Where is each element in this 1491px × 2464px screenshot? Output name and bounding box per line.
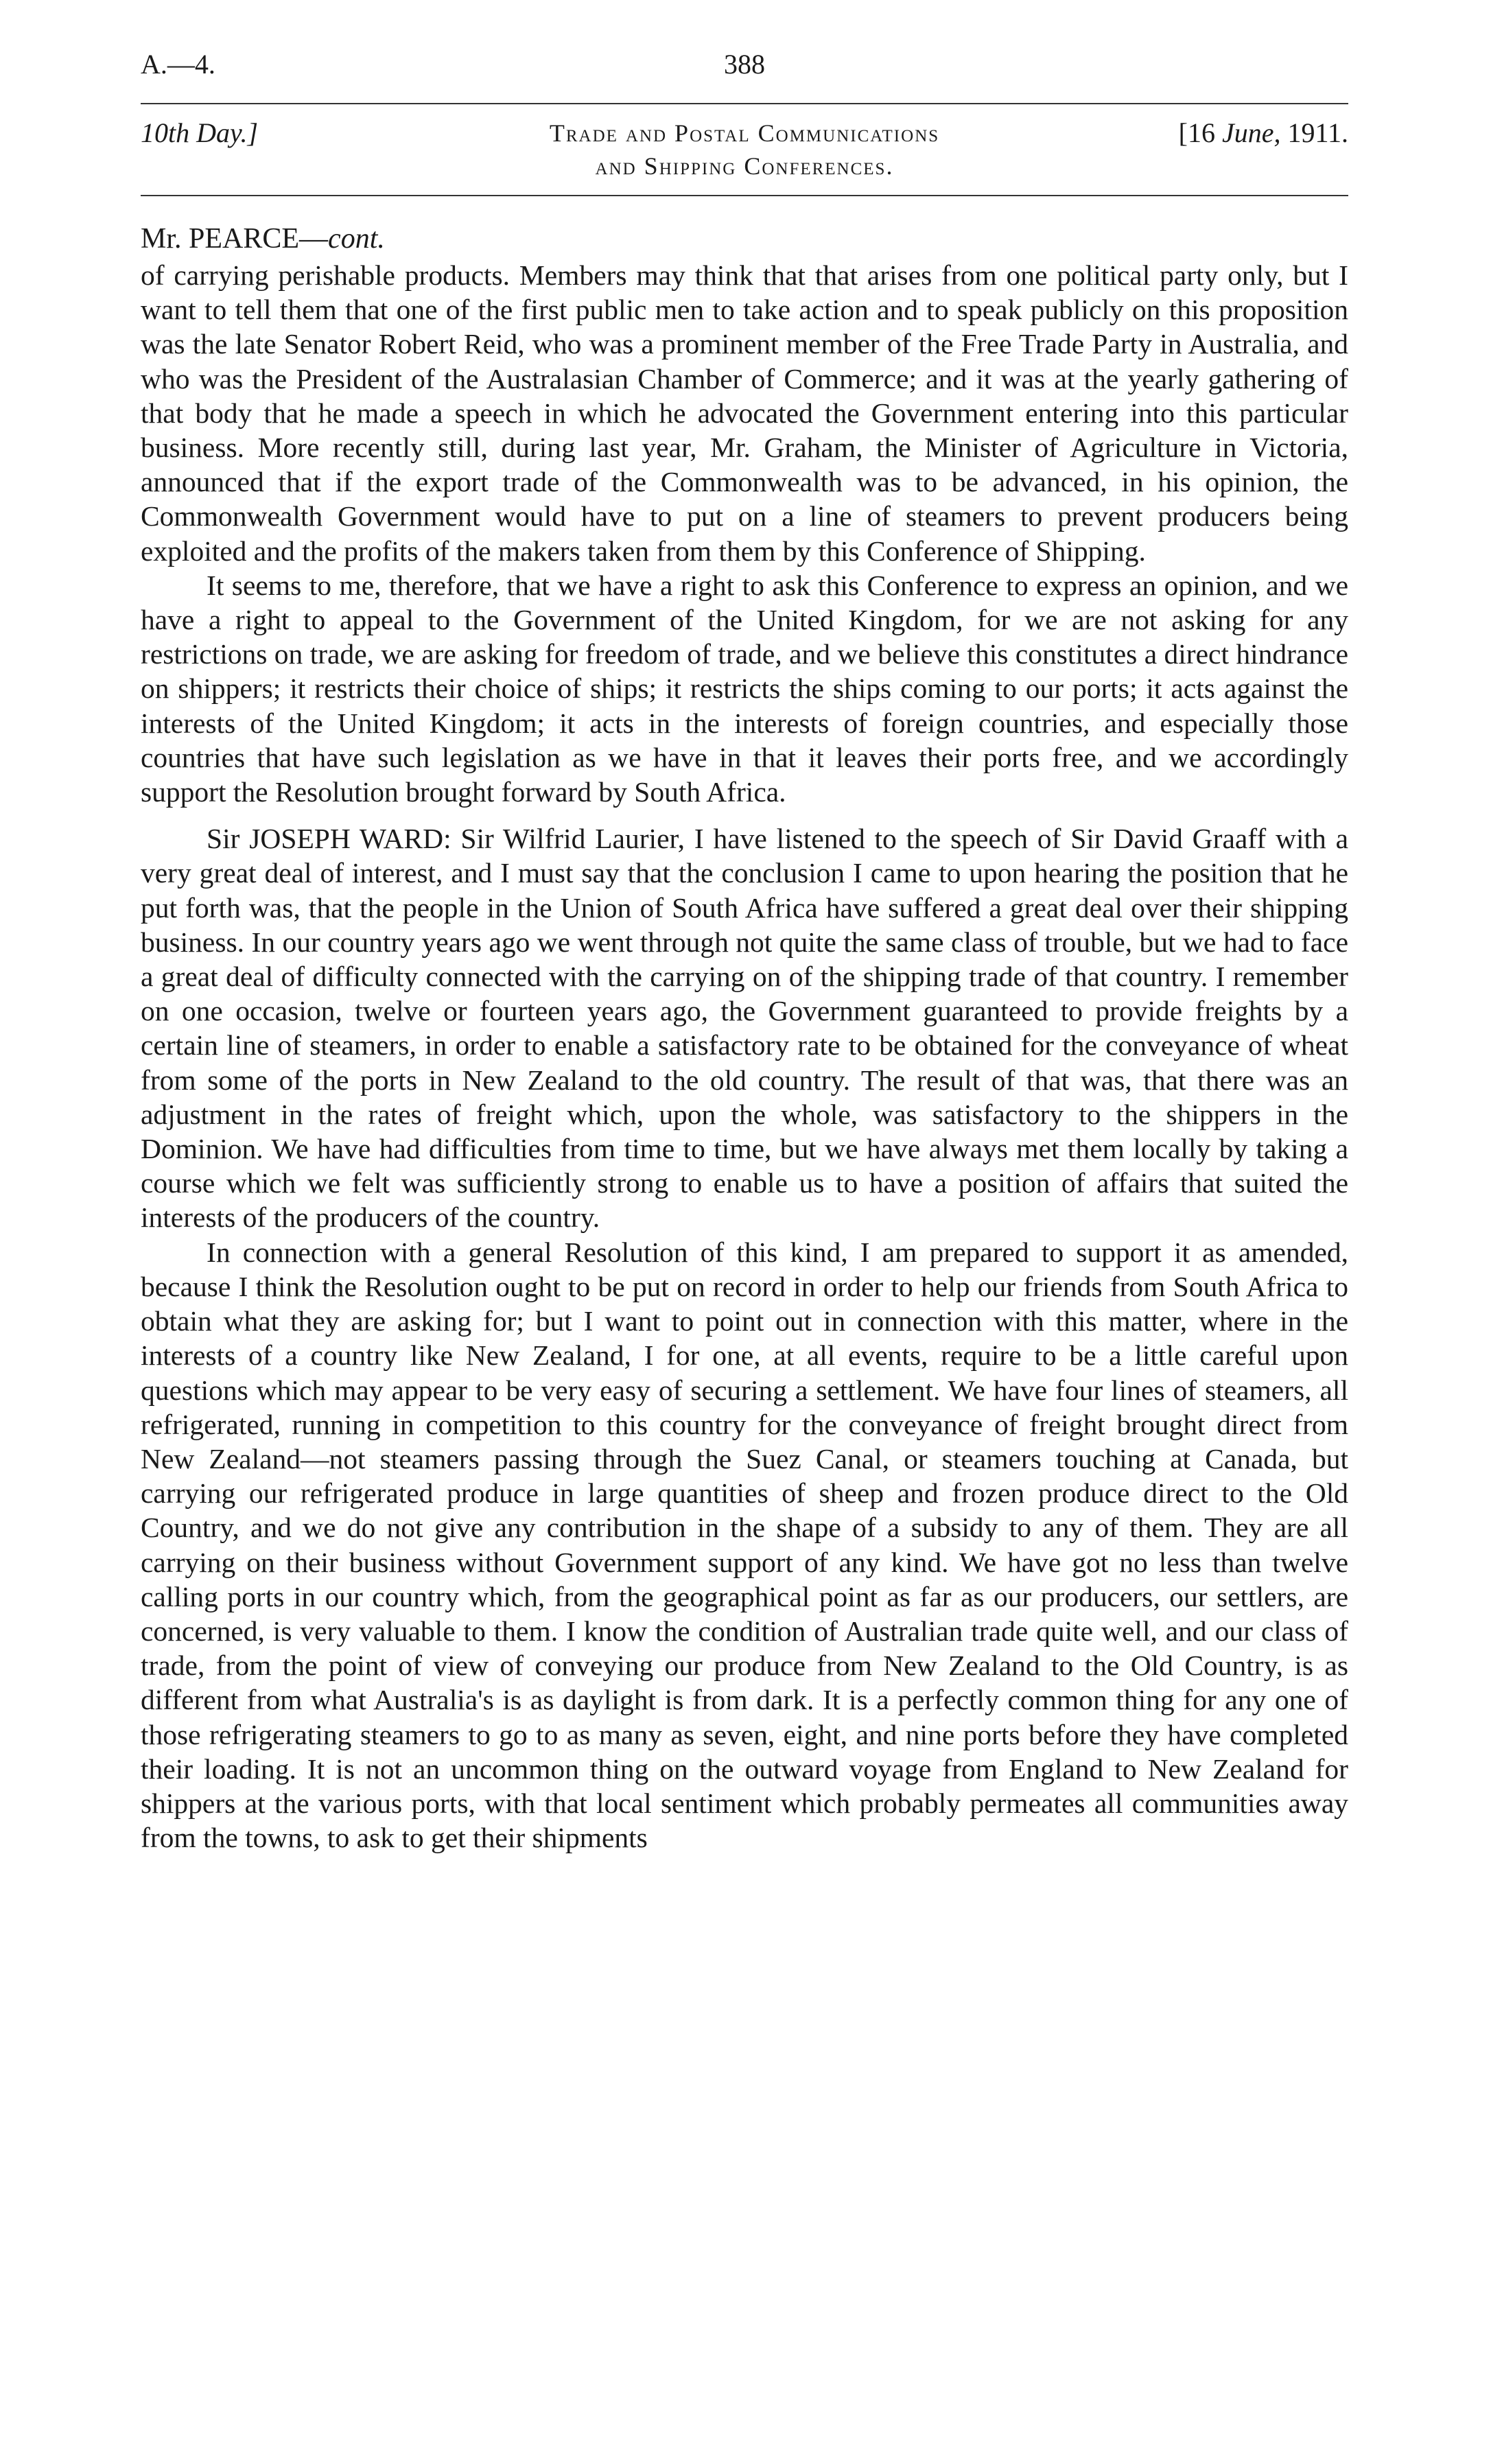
header-title [141, 117, 1348, 183]
header-rule-bottom [141, 195, 1348, 196]
document-reference: A.—4. [141, 49, 215, 80]
continued-speaker-name: Mr. PEARCE— [141, 223, 329, 255]
continued-marker: cont. [328, 223, 385, 255]
header-title-line-1: Trade and Postal Communications [549, 119, 940, 147]
paragraph: It seems to me, therefore, that we have a right to ask this Conference to express an opinion, and we have a right to appeal to the Government of the United Kingdom, for we are not asking for any restrictions on trade, we are asking for freedom of trade, and we believe this constitutes a direct hindrance on shippers; it restricts their choice of ships; it restricts the ships coming to our ports; it acts against the interests of the United Kingdom; it acts in the interests of foreign countries, and especially those countries that have such legislation as we have in that it leaves their ports free, and we accordingly support the Resolution brought forward by South Africa. [141, 569, 1348, 808]
header-day-word: Day.] [196, 117, 259, 148]
page-top-line [141, 48, 1348, 103]
speaker-continuation [141, 220, 1348, 258]
header-day-number: 10th [141, 117, 190, 148]
header-date-month: June, [1221, 117, 1281, 148]
running-header [141, 104, 1348, 195]
header-title-line-2: and Shipping Conferences. [595, 152, 894, 180]
paragraph-speaker-ward: Sir JOSEPH WARD: Sir Wilfrid Laurier, I have listened to the speech of Sir David Graaff with a very great deal of interest, and I must say that the conclusion I came to upon hearing the position that he put forth was, that the people in the Union of South Africa have suffered a great deal over their shipping business. In our country years ago we went through not quite the same class of trouble, but we had to face a great deal of difficulty connected with the carrying on of the shipping trade of that country. I remember on one occasion, twelve or fourteen years ago, the Government guaranteed to provide freights by a certain line of steamers, in order to enable a satisfactory rate to be obtained for the conveyance of wheat from some of the ports in New Zealand to the old country. The result of that was, that there was an adjustment in the rates of freight which, upon the whole, was satisfactory to the shippers in the Dominion. We have had difficulties from time to time, but we have always met them locally by taking a course which we felt was sufficiently strong to enable us to have a position of affairs that suited the interests of the producers of the country. [141, 823, 1348, 1234]
header-date-open: [16 [1178, 117, 1215, 148]
header-date [1179, 117, 1348, 149]
header-date-year: 1911. [1287, 117, 1348, 148]
page-number: 388 [724, 49, 765, 80]
paragraph: of carrying perishable products. Members may think that that arises from one political party only, but I want to tell them that one of the first public men to take action and to speak publicly on this proposition was the late Senator Robert Reid, who was a prominent member of the Free Trade Party in Australia, and who was the President of the Australasian Chamber of Commerce; and it was at the yearly gathering of that body that he made a speech in which he advocated the Government entering into this particular business. More recently still, during last year, Mr. Graham, the Minister of Agriculture in Victoria, announced that if the export trade of the Commonwealth was to be advanced, in his opinion, the Commonwealth Government would have to put on a line of steamers to prevent producers being exploited and the profits of the makers taken from them by this Conference of Shipping. [141, 259, 1348, 567]
document-page [141, 48, 1348, 1855]
paragraph: In connection with a general Resolution of this kind, I am prepared to support it as amended, because I think the Resolution ought to be put on record in order to help our friends from South Africa to obtain what they are asking for; but I want to point out in connection with this matter, where in the interests of a country like New Zealand, I for one, at all events, require to be a little careful upon questions which may appear to be very easy of securing a settlement. We have four lines of steamers, all refrigerated, running in competition to this country for the conveyance of freight brought direct from New Zealand—not steamers passing through the Suez Canal, or steamers touching at Canada, but carrying our refrigerated produce in large quantities of sheep and frozen produce direct to the Old Country, and we do not give any contribution in the shape of a subsidy to any of them. They are all carrying on their business without Government support of any kind. We have got no less than twelve calling ports in our country which, from the geographical point as far as our producers, our settlers, are concerned, is very valuable to them. I know the condition of Australian trade quite well, and our class of trade, from the point of view of conveying our produce from New Zealand to the Old Country, is as different from what Australia's is as daylight is from dark. It is a perfectly common thing for any one of those refrigerating steamers to go to as many as seven, eight, and nine ports before they have completed their loading. It is not an uncommon thing on the outward voyage from England to New Zealand for shippers at the various ports, with that local sentiment which probably permeates all communities away from the towns, to ask to get their shipments [141, 1236, 1348, 1854]
body-text [141, 258, 1348, 1855]
